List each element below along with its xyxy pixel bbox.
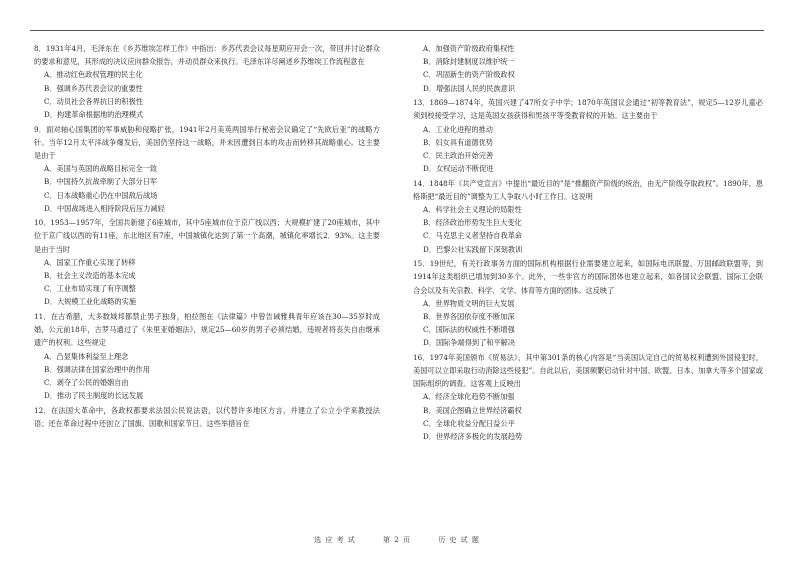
- answer-option: C．民主政治开始完善: [423, 150, 494, 160]
- page-footer: [0, 535, 794, 545]
- header-rule: [30, 30, 764, 31]
- answer-option: B．妇女具有道德优势: [423, 137, 493, 147]
- question-stem: 15．19世纪，有关行政事务方面的国际机构根据行业需要建立起来，如国际电讯联盟、万国邮政联盟等，到1914年这类组织已增加到30多个。此外，一些非官方的国际团体也建立起来，如各国议会联盟、国际工会联合会以及有关宗教、科学、文学、体育等方面的团体。这反映了: [413, 259, 763, 295]
- answer-option: C．剥夺了公民的婚姻自由: [44, 377, 129, 387]
- question-stem: 13．1869—1874年，英国兴建了47所女子中学；1870年英国议会通过“初等教育法”，规定5—12岁儿童必须到校接受学习，这是英国女孩获得和男孩平等受教育权的开始。这主要由于: [413, 98, 763, 121]
- answer-option: C．马克思主义者坚持自我革命: [423, 231, 522, 241]
- answer-option: A．经济全球化趋势不断加强: [423, 392, 515, 402]
- question-block: [34, 404, 380, 430]
- answer-option: B．社会主义改造的基本完成: [44, 271, 136, 281]
- question-stem: 10．1953—1957年，全国共新建了6座城市，其中5座城市位于京广线以西；大规模扩建了20座城市，其中位于京广线以西的有11座，东北地区有7座，中国城镇化达到了第一个高潮，城镇化率增长2．93%。这主要是由于当时: [34, 218, 380, 254]
- question-stem: 11．在古希腊，大多数城邦都禁止男子独身，柏拉图在《法律篇》中曾告诫雅典青年应该在30—35岁时成婚，公元前18年，古罗马通过了《朱里亚婚姻法》，规定25—60岁的男子必须结婚，违规者将丧失自由继承遗产的权利。这些规定: [34, 311, 380, 348]
- answer-option: A．推动红色政权管理的民主化: [44, 70, 143, 80]
- answer-option: B．消除封建制度以维护统一: [423, 57, 515, 67]
- question-stem: 8．1931年4月，毛泽东在《乡苏维埃怎样工作》中指出：乡苏代表会议每星期应开会一次，带回并讨论群众的要求和意见，其形成的决议应向群众报告，并动员群众来执行。毛泽东详尽阐述乡苏维埃工作流程意在: [34, 44, 380, 67]
- answer-option: A．工业化进程的推动: [423, 124, 493, 134]
- answer-option: B．强调乡苏代表会议的重要性: [44, 83, 143, 93]
- answer-option: B．美国企图确立世界经济霸权: [423, 405, 522, 415]
- right-column: [413, 42, 763, 445]
- question-block: [413, 42, 763, 95]
- answer-option: A．国家工作重心实现了转移: [44, 257, 136, 267]
- answer-option: D．国际争端得到了和平解决: [423, 338, 516, 348]
- answer-option: A．世界物质文明的巨大发展: [423, 298, 515, 308]
- answer-option: C．日本战略重心仍在中国敌后战场: [44, 190, 158, 200]
- question-block: [413, 351, 763, 443]
- left-column: [34, 42, 380, 431]
- answer-option: D．大规模工业化战略的实施: [44, 297, 137, 307]
- question-block: [34, 42, 380, 121]
- answer-option: A．美国与英国的战略目标完全一致: [44, 164, 158, 174]
- answer-option: C．动员社会各界抗日的积极性: [44, 96, 143, 106]
- answer-option: A．加强资产阶级政府集权性: [423, 44, 515, 53]
- answer-option: C．工业布局实现了有序调整: [44, 284, 136, 294]
- answer-option: D．构建革命根据地的治理模式: [44, 110, 144, 120]
- question-stem: 9．面对轴心国集团的军事威胁和侵略扩张，1941年2月美英两国举行秘密会议确定了“先欧后亚”的战略方针。当年12月太平洋战争爆发后，美国仍坚持这一战略，并未因遭到日本的攻击而转移其战略重心。这主要是由于: [34, 124, 380, 160]
- answer-option: A．科学社会主义理论的局限性: [423, 205, 522, 215]
- answer-option: B．强调法律在国家治理中的作用: [44, 364, 150, 374]
- answer-option: A．凸显集体利益至上理念: [44, 351, 129, 361]
- question-block: [413, 177, 763, 256]
- question-stem: 14．1848年《共产党宣言》中提出“最近目的”是“推翻资产阶级的统治，由无产阶级夺取政权”。1890年，恩格斯把“最近目的”调整为工人争取八小时工作日。这说明: [413, 178, 763, 201]
- question-block: [34, 310, 380, 402]
- answer-option: B．经济政治形势发生巨大变化: [423, 218, 522, 228]
- footer-exam: 选 应 考 试: [314, 536, 356, 544]
- answer-option: D．女权运动不断促进: [423, 164, 494, 174]
- question-stem: 16．1974年美国颁布《贸易法》，其中第301条的核心内容是“当美国认定自己的贸易权利遭到外国侵犯时，美国可以立即采取行动消除这些侵犯”。自此以后，美国频繁启动针对中国、欧盟、日本、加拿大等多个国家或国际组织的调查。这客观上反映出: [413, 352, 763, 389]
- question-block: [413, 96, 763, 175]
- question-block: [413, 257, 763, 349]
- answer-option: D．推动了民主制度的长远发展: [44, 391, 144, 401]
- answer-option: C．国际法的权威性不断增强: [423, 325, 515, 335]
- answer-option: B．世界各国依存度不断加深: [423, 311, 515, 321]
- answer-option: D．增强法国人民的民族意识: [423, 83, 516, 93]
- answer-option: D．中国战场进入相持阶段后压力减轻: [44, 203, 165, 213]
- answer-option: C．巩固新生的资产阶级政权: [423, 70, 515, 80]
- question-block: [34, 216, 380, 308]
- answer-option: D．巴黎公社实践留下深刻教训: [423, 244, 523, 254]
- answer-option: B．中国持久抗战牵制了大部分日军: [44, 177, 158, 187]
- answer-option: C．全球化收益分配日益公平: [423, 418, 515, 428]
- question-block: [34, 123, 380, 215]
- footer-subject: 历 史 试 题: [438, 536, 480, 544]
- question-stem: 12．在法国大革命中，各政权都要求法国公民说法语，以代替许多地区方言，并建立了公立小学来教授法语；还在革命过程中还创立了国旗、国歌和国家节日。这些举措旨在: [34, 405, 380, 428]
- answer-option: D．世界经济多极化的发展趋势: [423, 432, 523, 442]
- footer-page-number: 第 2 页: [383, 536, 411, 544]
